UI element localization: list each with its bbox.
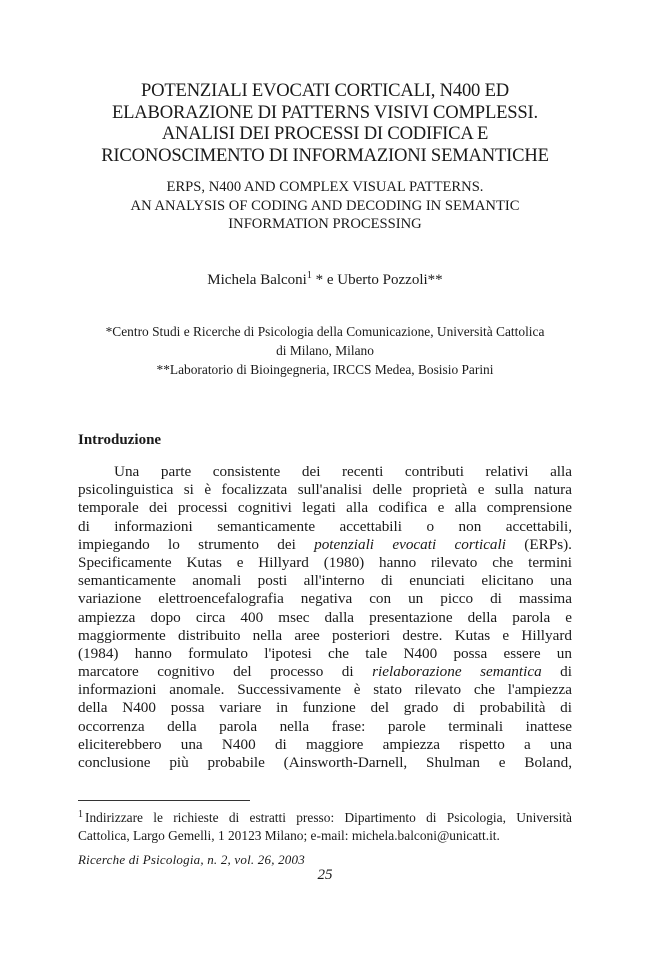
text-line	[78, 663, 572, 681]
footnote	[78, 806, 572, 845]
text-run: marcatore cognitivo del processo di	[78, 663, 373, 681]
italian-title-line: ANALISI DEI PROCESSI DI CODIFICA E	[161, 123, 489, 144]
text-run: (ERPs).	[505, 535, 572, 553]
affiliation-marker: * e	[311, 272, 338, 288]
text-line: temporale dei processi cognitivi legati alla codifica e alla comprensione	[78, 499, 572, 517]
footnote-line	[78, 806, 572, 827]
english-title-line: INFORMATION PROCESSING	[228, 216, 422, 232]
footnote-marker: 1	[306, 270, 312, 281]
text-line: occorrenza della parola nella frase: parole terminali inattese	[78, 717, 572, 735]
section-heading: Introduzione	[78, 432, 162, 448]
italian-title-line: ELABORAZIONE DI PATTERNS VISIVI COMPLESSI.	[111, 101, 538, 123]
italic-term: rielaborazione semantica	[372, 663, 542, 681]
english-title-line: ERPS, N400 AND COMPLEX VISUAL PATTERNS.	[166, 179, 484, 195]
text-line: maggiormente distribuito nella aree posteriori destre. Kutas e Hillyard	[78, 626, 572, 644]
english-title-line: AN ANALYSIS OF CODING AND DECODING IN SEMANTIC	[130, 197, 520, 214]
text-line: informazioni anomale. Successivamente è stato rilevato che l'ampiezza	[78, 681, 572, 699]
author-name: Michela Balconi	[207, 272, 307, 288]
text-line: variazione elettroencefalografia negativa con un picco di massima	[78, 590, 572, 608]
english-title	[70, 178, 580, 234]
footnote-line: Cattolica, Largo Gemelli, 1 20123 Milano; e-mail: michela.balconi@unicatt.it.	[78, 828, 500, 843]
text-line: semanticamente anomali posti all'interno di enunciati elicitano una	[78, 572, 572, 590]
text-line: Una parte consistente dei recenti contributi relativi alla	[114, 463, 572, 480]
text-line: conclusione più probabile (Ainsworth-Darnell, Shulman e Boland,	[78, 754, 572, 771]
author-line	[0, 270, 650, 289]
footnote-divider	[78, 800, 250, 801]
affiliation-line: **Laboratorio di Bioingegneria, IRCCS Medea, Bosisio Parini	[156, 362, 494, 377]
text-run: impiegando lo strumento dei	[78, 535, 315, 553]
affiliations	[70, 322, 580, 379]
text-line: Specificamente Kutas e Hillyard (1980) hanno rilevato che termini	[78, 553, 572, 571]
page-number: 25	[317, 867, 333, 883]
italic-term: potenziali evocati corticali	[314, 535, 506, 553]
text-line: di informazioni semanticamente accettabili o non accettabili,	[78, 517, 572, 535]
text-line: psicolinguistica si è focalizzata sull'analisi delle proprietà e sulla natura	[78, 481, 572, 499]
text-line: della N400 possa variare in funzione del grado di probabilità di	[78, 699, 572, 717]
text-run: di	[541, 663, 572, 681]
italian-title-line: RICONOSCIMENTO DI INFORMAZIONI SEMANTICHE	[101, 144, 549, 166]
text-line: (1984) hanno formulato l'ipotesi che tale N400 possa essere un	[78, 644, 572, 662]
italian-title-line: POTENZIALI EVOCATI CORTICALI, N400 ED	[141, 80, 509, 101]
footnote-text: Indirizzare le richieste di estratti presso: Dipartimento di Psicologia, Università	[85, 810, 572, 825]
journal-citation: Ricerche di Psicologia, n. 2, vol. 26, 2003	[78, 852, 305, 867]
body-paragraph	[78, 463, 572, 772]
text-line: ampiezza dopo circa 400 msec dalla presentazione della parola e	[78, 608, 572, 626]
italian-title	[60, 80, 590, 166]
author-name: Uberto Pozzoli**	[337, 272, 443, 288]
footnote-marker: 1	[78, 809, 83, 820]
text-line: eliciterebbero una N400 di maggiore ampiezza rispetto a una	[78, 735, 572, 753]
text-line	[78, 536, 572, 554]
affiliation-line: di Milano, Milano	[276, 343, 374, 358]
affiliation-line: *Centro Studi e Ricerche di Psicologia della Comunicazione, Università Cattolica	[105, 324, 545, 339]
